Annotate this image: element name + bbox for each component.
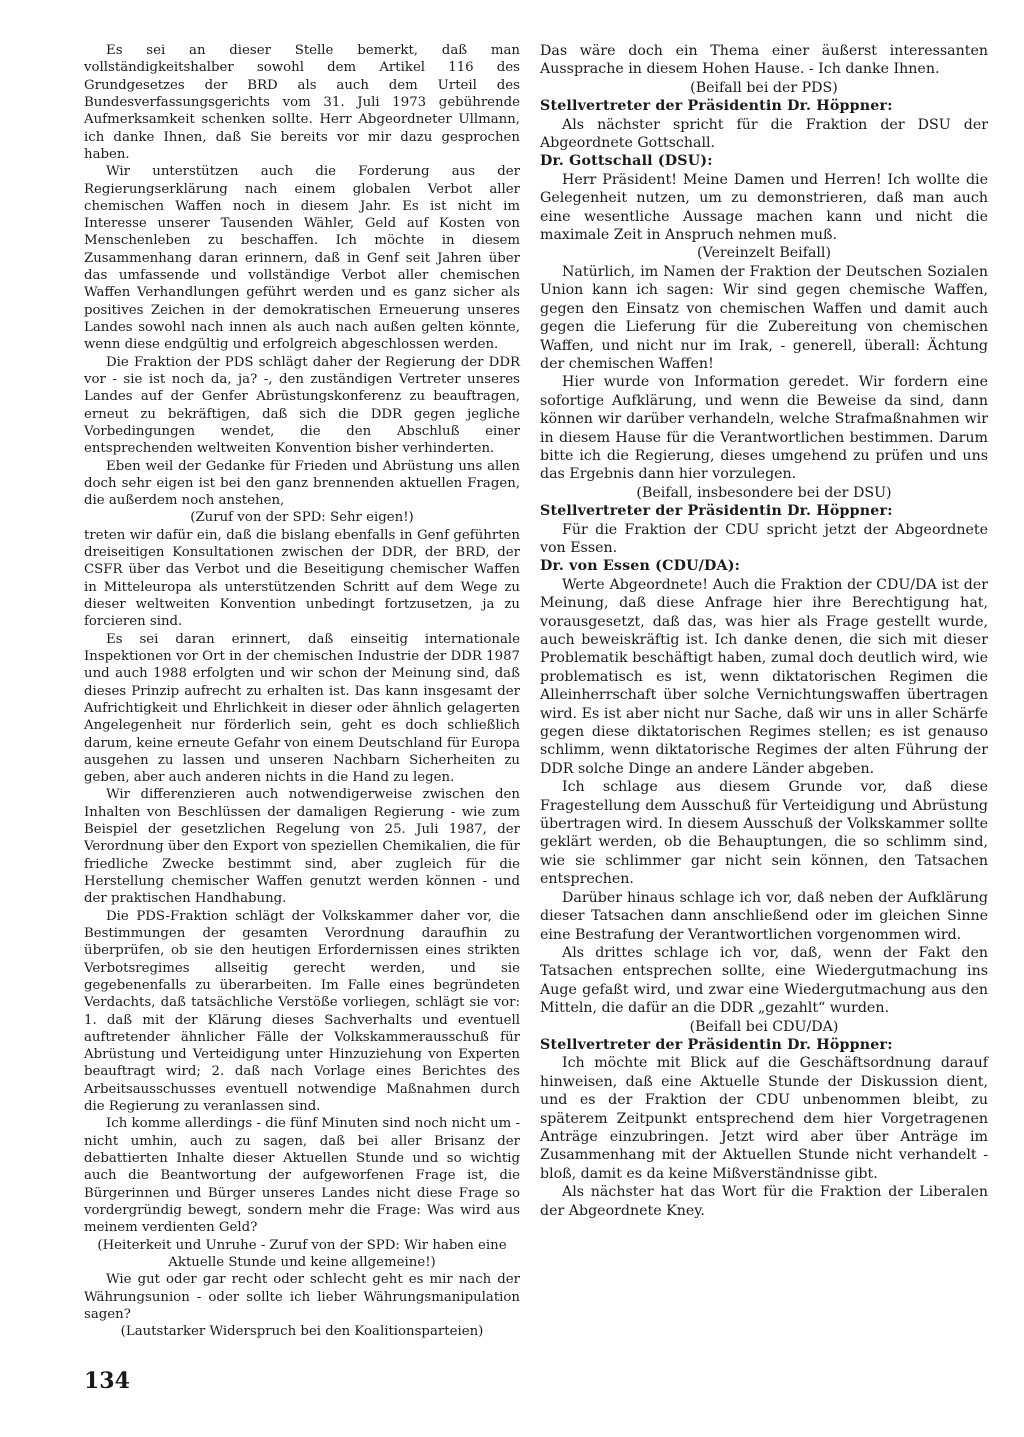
paragraph: Wie gut oder gar recht oder schlecht geht es mir nach der Währungsunion - oder sollte ich lieber Währungsmanipulation sagen?: [84, 1272, 520, 1322]
paragraph: Hier wurde von Information geredet. Wir fordern eine sofortige Aufklärung, und wenn die Beweise da sind, dann können wir darüber verhandeln, welche Strafmaßnahmen wir in diesem Hause für die Verantwortlichen bestimmen. Darum bitte ich die Regierung, dieses umgehend zu prüfen und uns das Ergebnis dann hier vorzulegen.: [540, 374, 988, 483]
paragraph: Ich möchte mit Blick auf die Geschäftsordnung darauf hinweisen, daß eine Aktuelle Stunde der Diskussion dient, und es der Fraktion der CDU unbenommen bleibt, zu späterem Zeitpunkt entsprechend dem hier Vorgetragenen Anträge einzubringen. Jetzt wird aber über Anträge im Zusammenhang mit der Aktuellen Stunde nicht verhandelt - bloß, damit es da keine Mißverständnisse gibt.: [540, 1055, 988, 1182]
speaker-heading: Stellvertreter der Präsidentin Dr. Höppner:: [540, 503, 893, 520]
paragraph: Die PDS-Fraktion schlägt der Volkskammer daher vor, die Bestimmungen der gesamten Verordnung daraufhin zu überprüfen, ob sie den heutigen Erfordernissen eines strikten Verbotsregimes allseitig gerecht werden, und sie gegebenenfalls zu überarbeiten. Im Falle eines begründeten Verdachts, daß tatsächliche Verstöße vorliegen, schlägt sie vor: 1. daß mit der Klärung dieses Sachverhalts und eventuell auftretender ähnlicher Fälle der Volkskammerausschuß für Abrüstung und Verteidigung unter Hinzuziehung von Experten beauftragt wird; 2. daß nach Vorlage eines Berichtes des Arbeitsausschusses eventuell notwendige Maßnahmen durch die Regierung zu veranlassen sind.: [84, 908, 520, 1115]
paragraph: Es sei an dieser Stelle bemerkt, daß man vollständigkeitshalber sowohl dem Artikel 116 des Grundgesetzes der BRD als auch dem Urteil des Bundesverfassungsgerichts vom 31. Juli 1973 gebührende Aufmerksamkeit schenken sollte. Herr Abgeordneter Ullmann, ich danke Ihnen, daß Sie bereits vor mir dazu gesprochen haben.: [84, 43, 520, 162]
interjection: (Beifall, insbesondere bei der DSU): [636, 484, 892, 501]
paragraph: Die Fraktion der PDS schlägt daher der Regierung der DDR vor - sie ist noch da, ja? -, den zuständigen Vertreter unseres Landes auf der Genfer Abrüstungskonferenz zu beauftragen, erneut zu bekräftigen, daß sich die DDR gegen jegliche Vorbedingungen wendet, die den Abschluß einer entsprechenden weltweiten Konvention bisher verhinderten.: [84, 354, 520, 457]
paragraph: Natürlich, im Namen der Fraktion der Deutschen Sozialen Union kann ich sagen: Wir sind gegen chemische Waffen, gegen den Einsatz von chemischen Waffen und damit auch gegen die Lieferung für die Zubereitung von chemischen Waffen, und nicht nur im Irak, - generell, überall: Ächtung der chemischen Waffen!: [540, 263, 988, 372]
paragraph: Für die Fraktion der CDU spricht jetzt der Abgeordnete von Essen.: [540, 521, 988, 556]
right-column: [540, 42, 988, 1220]
paragraph: Als drittes schlage ich vor, daß, wenn der Fakt den Tatsachen entsprechen sollte, eine Wiedergutmachung ins Auge gefaßt wird, und zwar eine Wiedergutmachung aus den Mitteln, die dafür an die DDR „gezahlt“ wurden.: [540, 944, 988, 1017]
speaker-heading: Dr. von Essen (CDU/DA):: [540, 558, 741, 575]
interjection: (Zuruf von der SPD: Sehr eigen!): [190, 510, 414, 526]
paragraph: Das wäre doch ein Thema einer äußerst interessanten Aussprache in diesem Hohen Hause. - Ich danke Ihnen.: [540, 43, 988, 78]
paragraph: Wir differenzieren auch notwendigerweise zwischen den Inhalten von Beschlüssen der damaligen Regierung - wie zum Beispiel der gesetzlichen Regelung von 25. Juli 1987, der Verordnung über den Export von speziellen Chemikalien, die für friedliche Zwecke bestimmt sind, aber zugleich für die Herstellung chemischer Waffen genutzt werden können - und der praktischen Handhabung.: [84, 787, 520, 907]
interjection: (Vereinzelt Beifall): [696, 245, 832, 262]
speaker-heading: Stellvertreter der Präsidentin Dr. Höppner:: [540, 1036, 893, 1053]
interjection: (Heiterkeit und Unruhe - Zuruf von der SPD: Wir haben eine Aktuelle Stunde und keine allgemeine!): [97, 1237, 507, 1270]
interjection: (Beifall bei CDU/DA): [689, 1018, 839, 1035]
paragraph: Als nächster spricht für die Fraktion der DSU der Abgeordnete Gottschall.: [540, 116, 988, 152]
interjection: (Lautstarker Widerspruch bei den Koalitionsparteien): [120, 1324, 484, 1340]
speaker-heading: Stellvertreter der Präsidentin Dr. Höppner:: [540, 98, 893, 115]
paragraph: Herr Präsident! Meine Damen und Herren! Ich wollte die Gelegenheit nutzen, um zu demonstrieren, daß man auch eine wesentliche Aussage machen kann und nicht die maximale Zeit in Anspruch nehmen muß.: [540, 171, 988, 244]
page-number: 134: [84, 1368, 130, 1394]
paragraph: Darüber hinaus schlage ich vor, daß neben der Aufklärung dieser Tatsachen dann anschließend oder im gleichen Sinne eine Bestrafung der Verantwortlichen vorgenommen wird.: [540, 889, 988, 943]
speaker-heading: Dr. Gottschall (DSU):: [540, 153, 713, 170]
paragraph: Ich schlage aus diesem Grunde vor, daß diese Fragestellung dem Ausschuß für Verteidigung und Abrüstung übertragen wird. In diesem Ausschuß der Volkskammer sollte geklärt werden, ob die Behauptungen, die so schlimm sind, wie sie schlimmer gar nicht sein können, den Tatsachen entsprechen.: [540, 779, 988, 888]
left-column: [84, 42, 520, 1340]
paragraph: Es sei daran erinnert, daß einseitig internationale Inspektionen vor Ort in der chemischen Industrie der DDR 1987 und auch 1988 erfolgten und wir schon der Meinung sind, daß dieses Prinzip aufrecht zu erhalten ist. Das kann insgesamt der Aufrichtigkeit und Ehrlichkeit in dieser oder ähnlich gelagerten Angelegenheit nur förderlich sein, geht es doch schließlich darum, keine erneute Gefahr von einem Deutschland für Europa ausgehen zu lassen und unseren Nachbarn Sicherheiten zu geben, aber auch anderen nichts in die Hand zu legen.: [84, 631, 520, 786]
paragraph: Werte Abgeordnete! Auch die Fraktion der CDU/DA ist der Meinung, daß diese Anfrage hier ihre Berechtigung hat, vorausgesetzt, daß das, was hier als Frage gestellt wurde, auch beweiskräftig ist. Ich danke denen, die sich mit dieser Problematik beschäftigt haben, zumal doch deutlich wird, wie problematisch es ist, wenn diktatorischen Regimen die Alleinherrschaft über solche Vernichtungswaffen übertragen wird. Es ist aber nicht nur Sache, daß wir uns in aller Schärfe gegen diese diktatorischen Regimes stellen; es ist genauso schlimm, wenn diktatorische Regimes der alten Führung der DDR solche Dinge an andere Länder abgeben.: [540, 576, 988, 777]
paragraph: Als nächster hat das Wort für die Fraktion der Liberalen der Abgeordnete Kney.: [540, 1184, 988, 1219]
interjection: (Beifall bei der PDS): [690, 79, 838, 96]
paragraph: Wir unterstützen auch die Forderung aus der Regierungserklärung nach einem globalen Verbot aller chemischen Waffen noch in diesem Jahr. Es ist nicht im Interesse unserer Tausenden Wähler, Geld auf Kosten von Menschenleben zu beschaffen. Ich möchte in diesem Zusammenhang daran erinnern, daß in Genf seit Jahren über das umfassende und vollständige Verbot aller chemischen Waffen Verhandlungen geführt werden und es ganz sicher als positives Zeichen in der demokratischen Erneuerung unseres Landes sowohl nach innen als auch nach außen gelten könnte, wenn diese endgültig und erfolgreich abgeschlossen werden.: [84, 164, 520, 353]
paragraph: Eben weil der Gedanke für Frieden und Abrüstung uns allen doch sehr eigen ist bei den ganz brennenden aktuellen Fragen, die außerdem noch anstehen,: [84, 458, 520, 509]
paragraph: Ich komme allerdings - die fünf Minuten sind noch nicht um - nicht umhin, auch zu sagen, daß bei aller Brisanz der debattierten Inhalte dieser Aktuellen Stunde und so wichtig auch die Beantwortung der aufgeworfenen Frage ist, die Bürgerinnen und Bürger unseres Landes nicht diese Frage so vordergründig bewegt, sondern mehr die Frage: Was wird aus meinem verdienten Geld?: [84, 1116, 520, 1236]
paragraph: treten wir dafür ein, daß die bislang ebenfalls in Genf geführten dreiseitigen Konsultationen zwischen der DDR, der BRD, der CSFR über das Verbot und die Beseitigung chemischer Waffen in Mitteleuropa als unterstützenden Schritt auf dem Wege zu dieser weltweiten Konvention unbedingt fortzusetzen, ja zu forcieren sind.: [84, 527, 520, 630]
